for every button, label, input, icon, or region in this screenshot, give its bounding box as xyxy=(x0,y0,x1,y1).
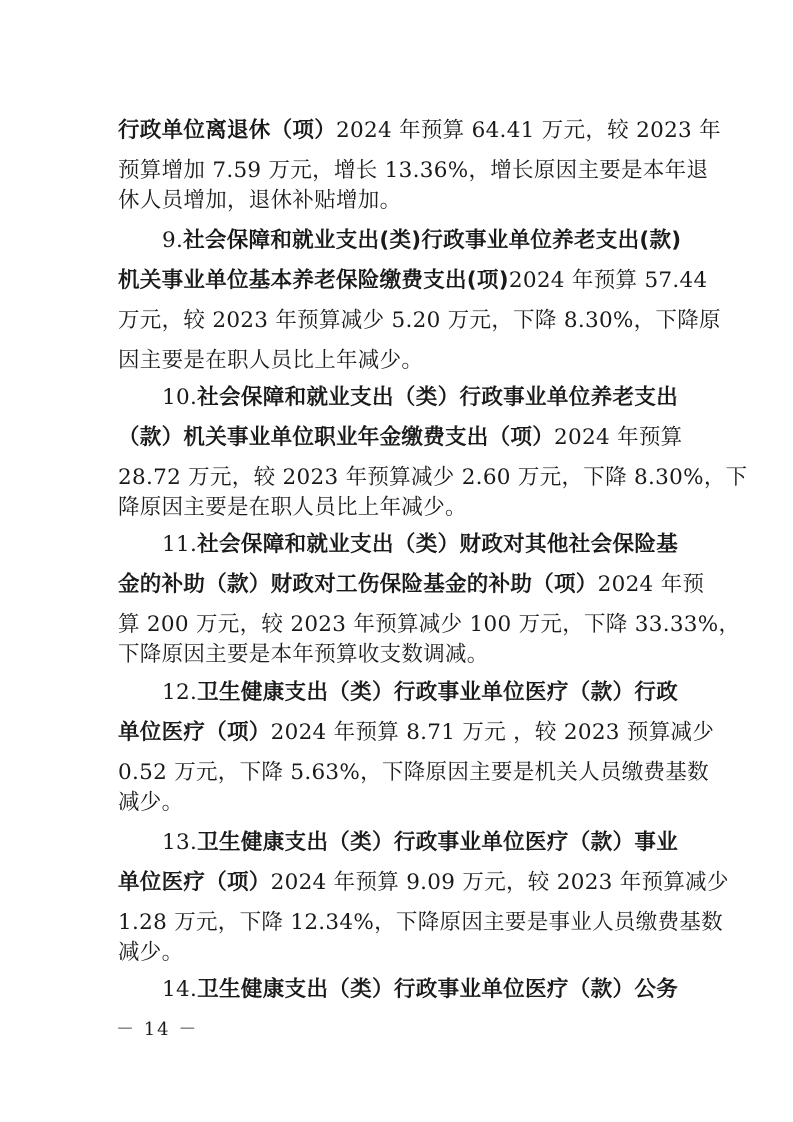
text-line xyxy=(118,423,683,453)
text-line xyxy=(162,975,678,1005)
body-text-run: 11. xyxy=(162,532,198,557)
bold-heading-text: 社会保障和就业支出（类）行政事业单位养老支出 xyxy=(197,385,678,410)
text-line xyxy=(118,116,721,146)
body-text-run: 减少。 xyxy=(118,940,184,965)
text-line xyxy=(162,828,678,858)
bold-heading-text: 社会保障和就业支出（类）财政对其他社会保险基 xyxy=(197,532,678,557)
page-number: － 14 － xyxy=(116,1019,199,1040)
body-text-run: 0.52 万元，下降 5.63%，下降原因主要是机关人员缴费基数 xyxy=(118,760,709,785)
body-text-run: 降原因主要是在职人员比上年减少。 xyxy=(118,495,467,520)
text-line xyxy=(118,718,715,748)
body-text-run: 2024 年预 xyxy=(597,572,705,597)
text-line xyxy=(118,938,678,968)
body-text-run: 2024 年预算 xyxy=(554,425,683,450)
body-text-run: 算 200 万元，较 2023 年预算减少 100 万元，下降 33.33%， xyxy=(118,612,741,637)
text-line xyxy=(118,186,678,216)
body-text-run: 预算增加 7.59 万元，增长 13.36%，增长原因主要是本年退 xyxy=(118,158,709,183)
text-line xyxy=(118,788,678,818)
bold-heading-text: 机关事业单位基本养老保险缴费支出(项) xyxy=(118,268,509,293)
text-line xyxy=(162,383,678,413)
body-text-run: 13. xyxy=(162,830,198,855)
body-text-run: 因主要是在职人员比上年减少。 xyxy=(118,348,424,373)
body-text-run: 2024 年预算 64.41 万元，较 2023 年 xyxy=(336,118,721,143)
body-text-run: 2024 年预算 8.71 万元 ，较 2023 预算减少 xyxy=(270,720,715,745)
body-text-run: 休人员增加，退休补贴增加。 xyxy=(118,188,402,213)
body-text-run: 1.28 万元，下降 12.34%，下降原因主要是事业人员缴费基数 xyxy=(118,910,723,935)
bold-heading-text: 卫生健康支出（类）行政事业单位医疗（款）行政 xyxy=(197,680,678,705)
bold-heading-text: 行政单位离退休（项） xyxy=(118,118,337,143)
text-line xyxy=(118,346,678,376)
bold-heading-text: 金的补助（款）财政对工伤保险基金的补助（项） xyxy=(118,572,598,597)
text-line xyxy=(118,868,729,898)
body-text-run: 万元，较 2023 年预算减少 5.20 万元，下降 8.30%，下降原 xyxy=(118,308,721,333)
bold-heading-text: 卫生健康支出（类）行政事业单位医疗（款）公务 xyxy=(197,977,678,1002)
text-line xyxy=(118,758,709,788)
bold-heading-text: 社会保障和就业支出(类)行政事业单位养老支出(款) xyxy=(183,228,682,253)
body-text-run: 10. xyxy=(162,385,198,410)
text-line xyxy=(118,640,678,670)
bold-heading-text: 卫生健康支出（类）行政事业单位医疗（款）事业 xyxy=(197,830,678,855)
text-line xyxy=(162,678,678,708)
text-line xyxy=(118,156,709,186)
body-text-run: 2024 年预算 57.44 xyxy=(508,268,708,293)
text-line xyxy=(118,266,708,296)
body-text-run: 14. xyxy=(162,977,198,1002)
body-text-run: 12. xyxy=(162,680,198,705)
body-text-run: 减少。 xyxy=(118,790,184,815)
body-text-run: 下降原因主要是本年预算收支数调减。 xyxy=(118,642,489,667)
text-line xyxy=(162,226,682,256)
bold-heading-text: 单位医疗（项） xyxy=(118,720,271,745)
text-line xyxy=(118,306,721,336)
text-line xyxy=(118,908,723,938)
text-line xyxy=(118,570,705,600)
text-line xyxy=(118,493,678,523)
body-text-run: 2024 年预算 9.09 万元，较 2023 年预算减少 xyxy=(270,870,729,895)
bold-heading-text: 单位医疗（项） xyxy=(118,870,271,895)
body-text-run: 9. xyxy=(162,228,184,253)
body-text-run: 28.72 万元，较 2023 年预算减少 2.60 万元，下降 8.30%，下 xyxy=(118,465,748,490)
bold-heading-text: （款）机关事业单位职业年金缴费支出（项） xyxy=(118,425,555,450)
text-line xyxy=(162,530,678,560)
text-line xyxy=(118,610,741,640)
text-line xyxy=(118,463,748,493)
